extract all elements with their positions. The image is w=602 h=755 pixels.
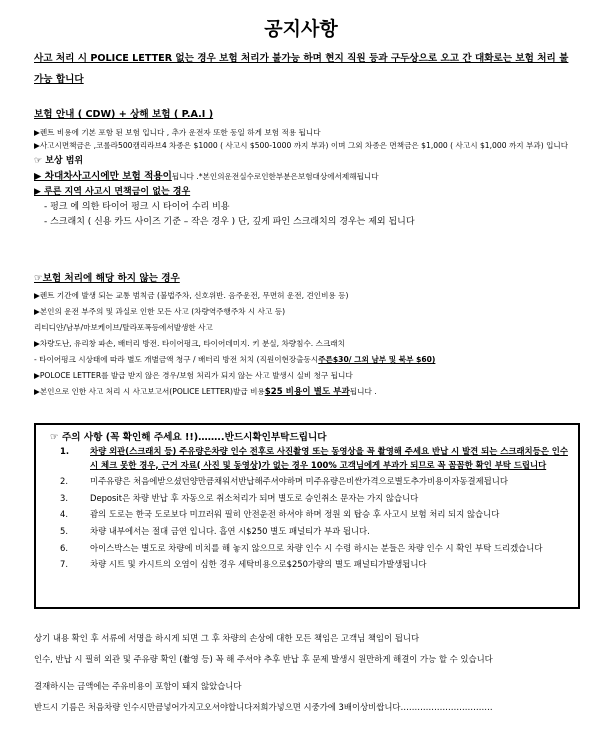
not-covered-line-4: ▶차량도난, 유리창 파손, 배터리 방전. 타이어펑크, 타이어데미지. 키 분실, 차량침수. 스크래치 [34,339,345,348]
not-covered-line-7 [34,385,580,399]
not-covered-line-7-a: ▶본인으로 인한 사고 처리 시 사고보고서(POLICE LETTER)발급 비용 [34,387,265,396]
not-covered-section [34,272,580,399]
not-covered-line-5-a: - 타이어펑크 시상태에 따라 별도 개별금액 청구 / 배터리 방전 처치 (직원이현장출동시 [34,355,319,364]
not-covered-line-7-c: 됩니다 . [349,387,377,396]
footer-line-2: 인수, 반납 시 필히 외관 및 주유량 확인 (촬영 등) 꼭 해 주셔야 추후 반납 후 문제 발생시 원만하게 해결이 가능 할 수 있습니다 [34,654,493,664]
coverage-heading: ☞ 보상 범위 [34,156,84,166]
caution-item-2-text: 미주유량은 처음에받으셨던양만큼채워서반납해주셔야하며 미주유량은비싼가격으로별도추가비용이자동결제됩니다 [90,476,508,487]
not-covered-heading: ☞보험 처리에 해당 하지 않는 경우 [34,273,180,284]
insurance-line-2: ▶사고시면책금은 ,코롤라500캠리라브4 차종은 $1000 ( 사고시 $500-1000 까지 부과) 이며 그외 차종은 면책금은 $1,000 ( 사고시 $1,000 까지 부과) 입니다 [34,141,569,150]
caution-item-3-text: Deposit은 차량 반납 후 자동으로 취소처리가 되며 별도로 승인취소 문자는 가지 않습니다 [90,492,419,503]
caution-item-6-num: 6. [60,542,68,553]
caution-item-7 [54,558,574,572]
page-title: 공지사항 [264,18,338,40]
coverage-line-3: - 펑크 에 의한 타이어 펑크 시 타이어 수리 비용 [44,202,230,212]
caution-item-4-num: 4. [60,509,68,520]
caution-box [34,423,580,609]
footer-line-1: 상기 내용 확인 후 서류에 서명을 하시게 되면 그 후 차량의 손상에 대한 모든 책임은 고객님 책임이 됩니다 [34,633,420,643]
caution-item-4 [54,508,574,522]
caution-item-3 [54,492,574,506]
caution-item-2-num: 2. [60,476,68,487]
caution-item-1-text: 차량 외관(스크래치 등) 주유량은차량 인수 전후로 사진촬영 또는 동영상을 꼭 촬영해 주세요 반납 시 발견 되는 스크래치등은 인수 시 체크 못한 경우, 근거 자료( 사진 및 동영상)가 없는 경우 100% 고객님에게 부과가 되므로 꼭 꼼꼼한 확인 부탁 드립니다 [90,446,568,470]
caution-item-4-text: 괌의 도로는 한국 도로보다 미끄러워 필히 안전운전 하셔야 하며 정원 외 탑승 후 사고시 보험 처리 되지 않습니다 [90,509,500,520]
caution-item-7-text: 차량 시트 및 카시트의 오염이 심한 경우 세탁비용으로$250가량의 별도 패널티가발생됩니다 [90,559,427,570]
intro-notice: 사고 처리 시 POLICE LETTER 없는 경우 보험 처리가 불가능 하며 현지 직원 등과 구두상으로 오고 간 대화로는 보험 처리 불가능 합니다 [34,53,569,85]
insurance-line-1: ▶렌트 비용에 기본 포함 된 보험 입니다 , 추가 운전자 또한 동일 하게 보험 적용 됩니다 [34,128,321,137]
coverage-line-1-rest: 됩니다 .*본인의운전실수로인한부분은보험대상에서제해됩니다 [171,172,379,181]
coverage-line-1 [34,170,580,184]
not-covered-line-7-b: $25 비용이 별도 부과 [264,387,350,397]
caution-item-5-num: 5. [60,525,68,536]
not-covered-line-5-b: 주른$30/ 그외 남부 및 북부 $60) [318,355,436,364]
footer-notes [34,628,580,718]
caution-title: ☞ 주의 사항 (꼭 확인해 주세요 !!)……..반드시확인부탁드립니다 [50,432,327,443]
not-covered-line-3: 리티디얀/남부/마보케이브/탈라포폭등에서발생한 사고 [34,323,213,332]
caution-item-7-num: 7. [60,559,68,570]
caution-item-1 [54,445,574,472]
caution-item-6-text: 아이스박스는 별도로 차량에 비치를 해 놓지 않으므로 차량 인수 시 수령 하시는 분들은 차량 인수 시 확인 부탁 드리겠습니다 [90,542,543,553]
caution-item-5-text: 차량 내부에서는 절대 금연 입니다. 흡연 시$250 별도 패널티가 부과 됩니다. [90,525,370,536]
caution-list [54,445,574,575]
caution-item-1-num: 1. [60,446,70,456]
caution-item-5 [54,525,574,539]
caution-item-2 [54,475,574,489]
coverage-line-1-bold: ▶ 차대차사고시에만 보험 적용이 [34,171,172,182]
not-covered-line-2: ▶본인의 운전 부주의 및 과실로 인한 모든 사고 (차량역주행주차 시 사고 등) [34,307,286,316]
insurance-section [34,108,580,229]
not-covered-line-5 [34,353,580,366]
not-covered-line-1: ▶렌트 기간에 발생 되는 교통 범칙금 (불법주차, 신호위반. 음주운전, 무면허 운전, 견인비용 등) [34,291,349,300]
insurance-heading: 보험 안내 ( CDW) + 상해 보험 ( P.A.I ) [34,109,214,120]
not-covered-line-6: ▶POLOCE LETTER를 발급 받지 않은 경우/보험 처리가 되지 않는 사고 발생시 실비 청구 됩니다 [34,371,353,380]
footer-line-3: 결재하시는 금액에는 주유비용이 포함이 돼지 않았습니다 [34,681,242,691]
coverage-line-2: ▶ 루른 지역 사고시 면책금이 없는 경우 [34,187,191,197]
caution-item-3-num: 3. [60,492,68,503]
caution-item-6 [54,542,574,556]
footer-line-4: 반드시 기름은 처음차량 인수시만큼넣어가지고오셔야합니다저희가넣으면 시중가에 3배이상비쌉니다…………………………… [34,702,493,712]
coverage-line-4: - 스크래치 ( 신용 카드 사이즈 기준 – 작은 경우 ) 단, 깊게 파인 스크래치의 경우는 제외 됩니다 [44,217,415,227]
